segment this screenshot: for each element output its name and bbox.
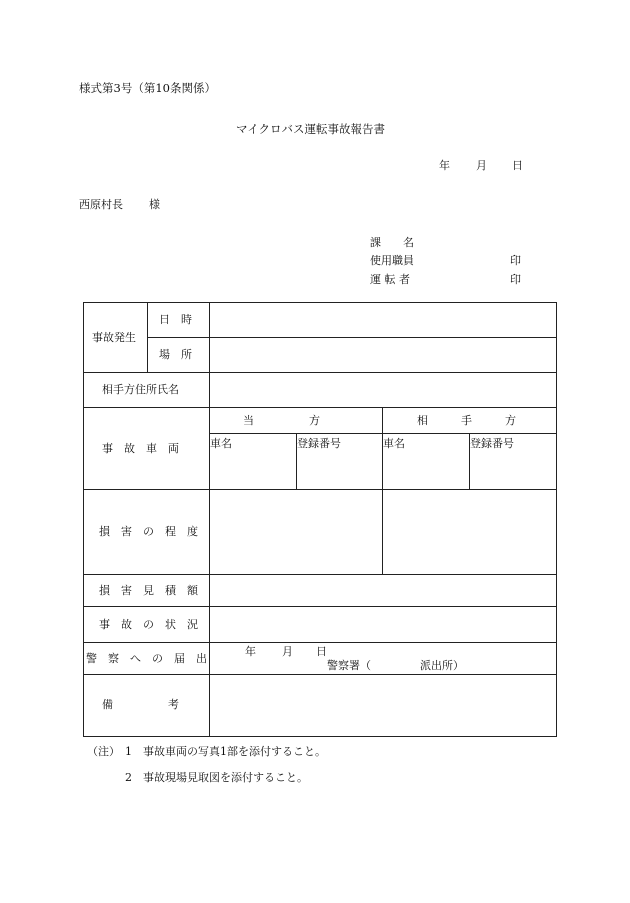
- table-border-bottom: [83, 736, 557, 737]
- page-title: マイクロバス運転事故報告書: [236, 122, 386, 136]
- police-report-label: 警 察 へ の 届 出: [86, 652, 207, 665]
- our-side-header: 当 方: [243, 414, 320, 427]
- note-text-1: 事故車両の写真1部を添付すること。: [143, 745, 326, 758]
- table-rule: [83, 574, 557, 575]
- registration-number-label-1: 登録番号: [297, 437, 341, 450]
- date-year-label: 年: [439, 159, 450, 172]
- car-name-label-1: 車名: [210, 437, 232, 450]
- table-rule: [209, 433, 557, 434]
- accident-occurrence-label: 事故発生: [92, 331, 136, 344]
- datetime-label: 日 時: [159, 313, 192, 326]
- table-rule: [83, 674, 557, 675]
- police-date-year: 年: [245, 645, 256, 658]
- table-border-right: [556, 302, 557, 736]
- damage-degree-label: 損 害 の 程 度: [99, 525, 198, 538]
- date-day-label: 日: [512, 159, 523, 172]
- table-rule: [83, 489, 557, 490]
- table-rule: [83, 606, 557, 607]
- police-station-label: 警察署（: [327, 659, 371, 672]
- table-rule: [83, 642, 557, 643]
- addressee-name: 西原村長: [79, 198, 123, 211]
- car-name-label-2: 車名: [383, 437, 405, 450]
- other-side-header: 相 手 方: [417, 414, 516, 427]
- registration-number-label-2: 登録番号: [470, 437, 514, 450]
- table-border-top: [83, 302, 557, 303]
- police-date-month: 月: [282, 645, 293, 658]
- table-rule: [83, 407, 557, 408]
- date-month-label: 月: [476, 159, 487, 172]
- addressee-honorific: 様: [149, 198, 160, 211]
- user-staff-label: 使用職員: [370, 254, 414, 267]
- notes-label: （注）: [87, 745, 120, 758]
- seal-mark-1: 印: [510, 254, 521, 267]
- table-divider: [209, 302, 210, 736]
- note-number-1: 1: [125, 745, 132, 758]
- place-label: 場 所: [159, 348, 192, 361]
- seal-mark-2: 印: [510, 273, 521, 286]
- table-rule: [147, 337, 557, 338]
- section-label: 課 名: [370, 236, 414, 249]
- remarks-label: 備 考: [102, 698, 179, 711]
- damage-estimate-label: 損 害 見 積 額: [99, 584, 198, 597]
- driver-label: 運 転 者: [370, 273, 410, 286]
- form-number: 様式第3号（第10条関係）: [79, 81, 216, 95]
- police-box-label: 派出所）: [420, 659, 464, 672]
- table-border-left: [83, 302, 84, 736]
- other-party-label: 相手方住所氏名: [102, 383, 179, 396]
- accident-situation-label: 事 故 の 状 況: [99, 618, 198, 631]
- note-text-2: 事故現場見取図を添付すること。: [143, 771, 308, 784]
- table-rule: [83, 372, 557, 373]
- police-date-day: 日: [316, 645, 327, 658]
- vehicle-label: 事 故 車 両: [102, 442, 179, 455]
- note-number-2: 2: [125, 771, 132, 784]
